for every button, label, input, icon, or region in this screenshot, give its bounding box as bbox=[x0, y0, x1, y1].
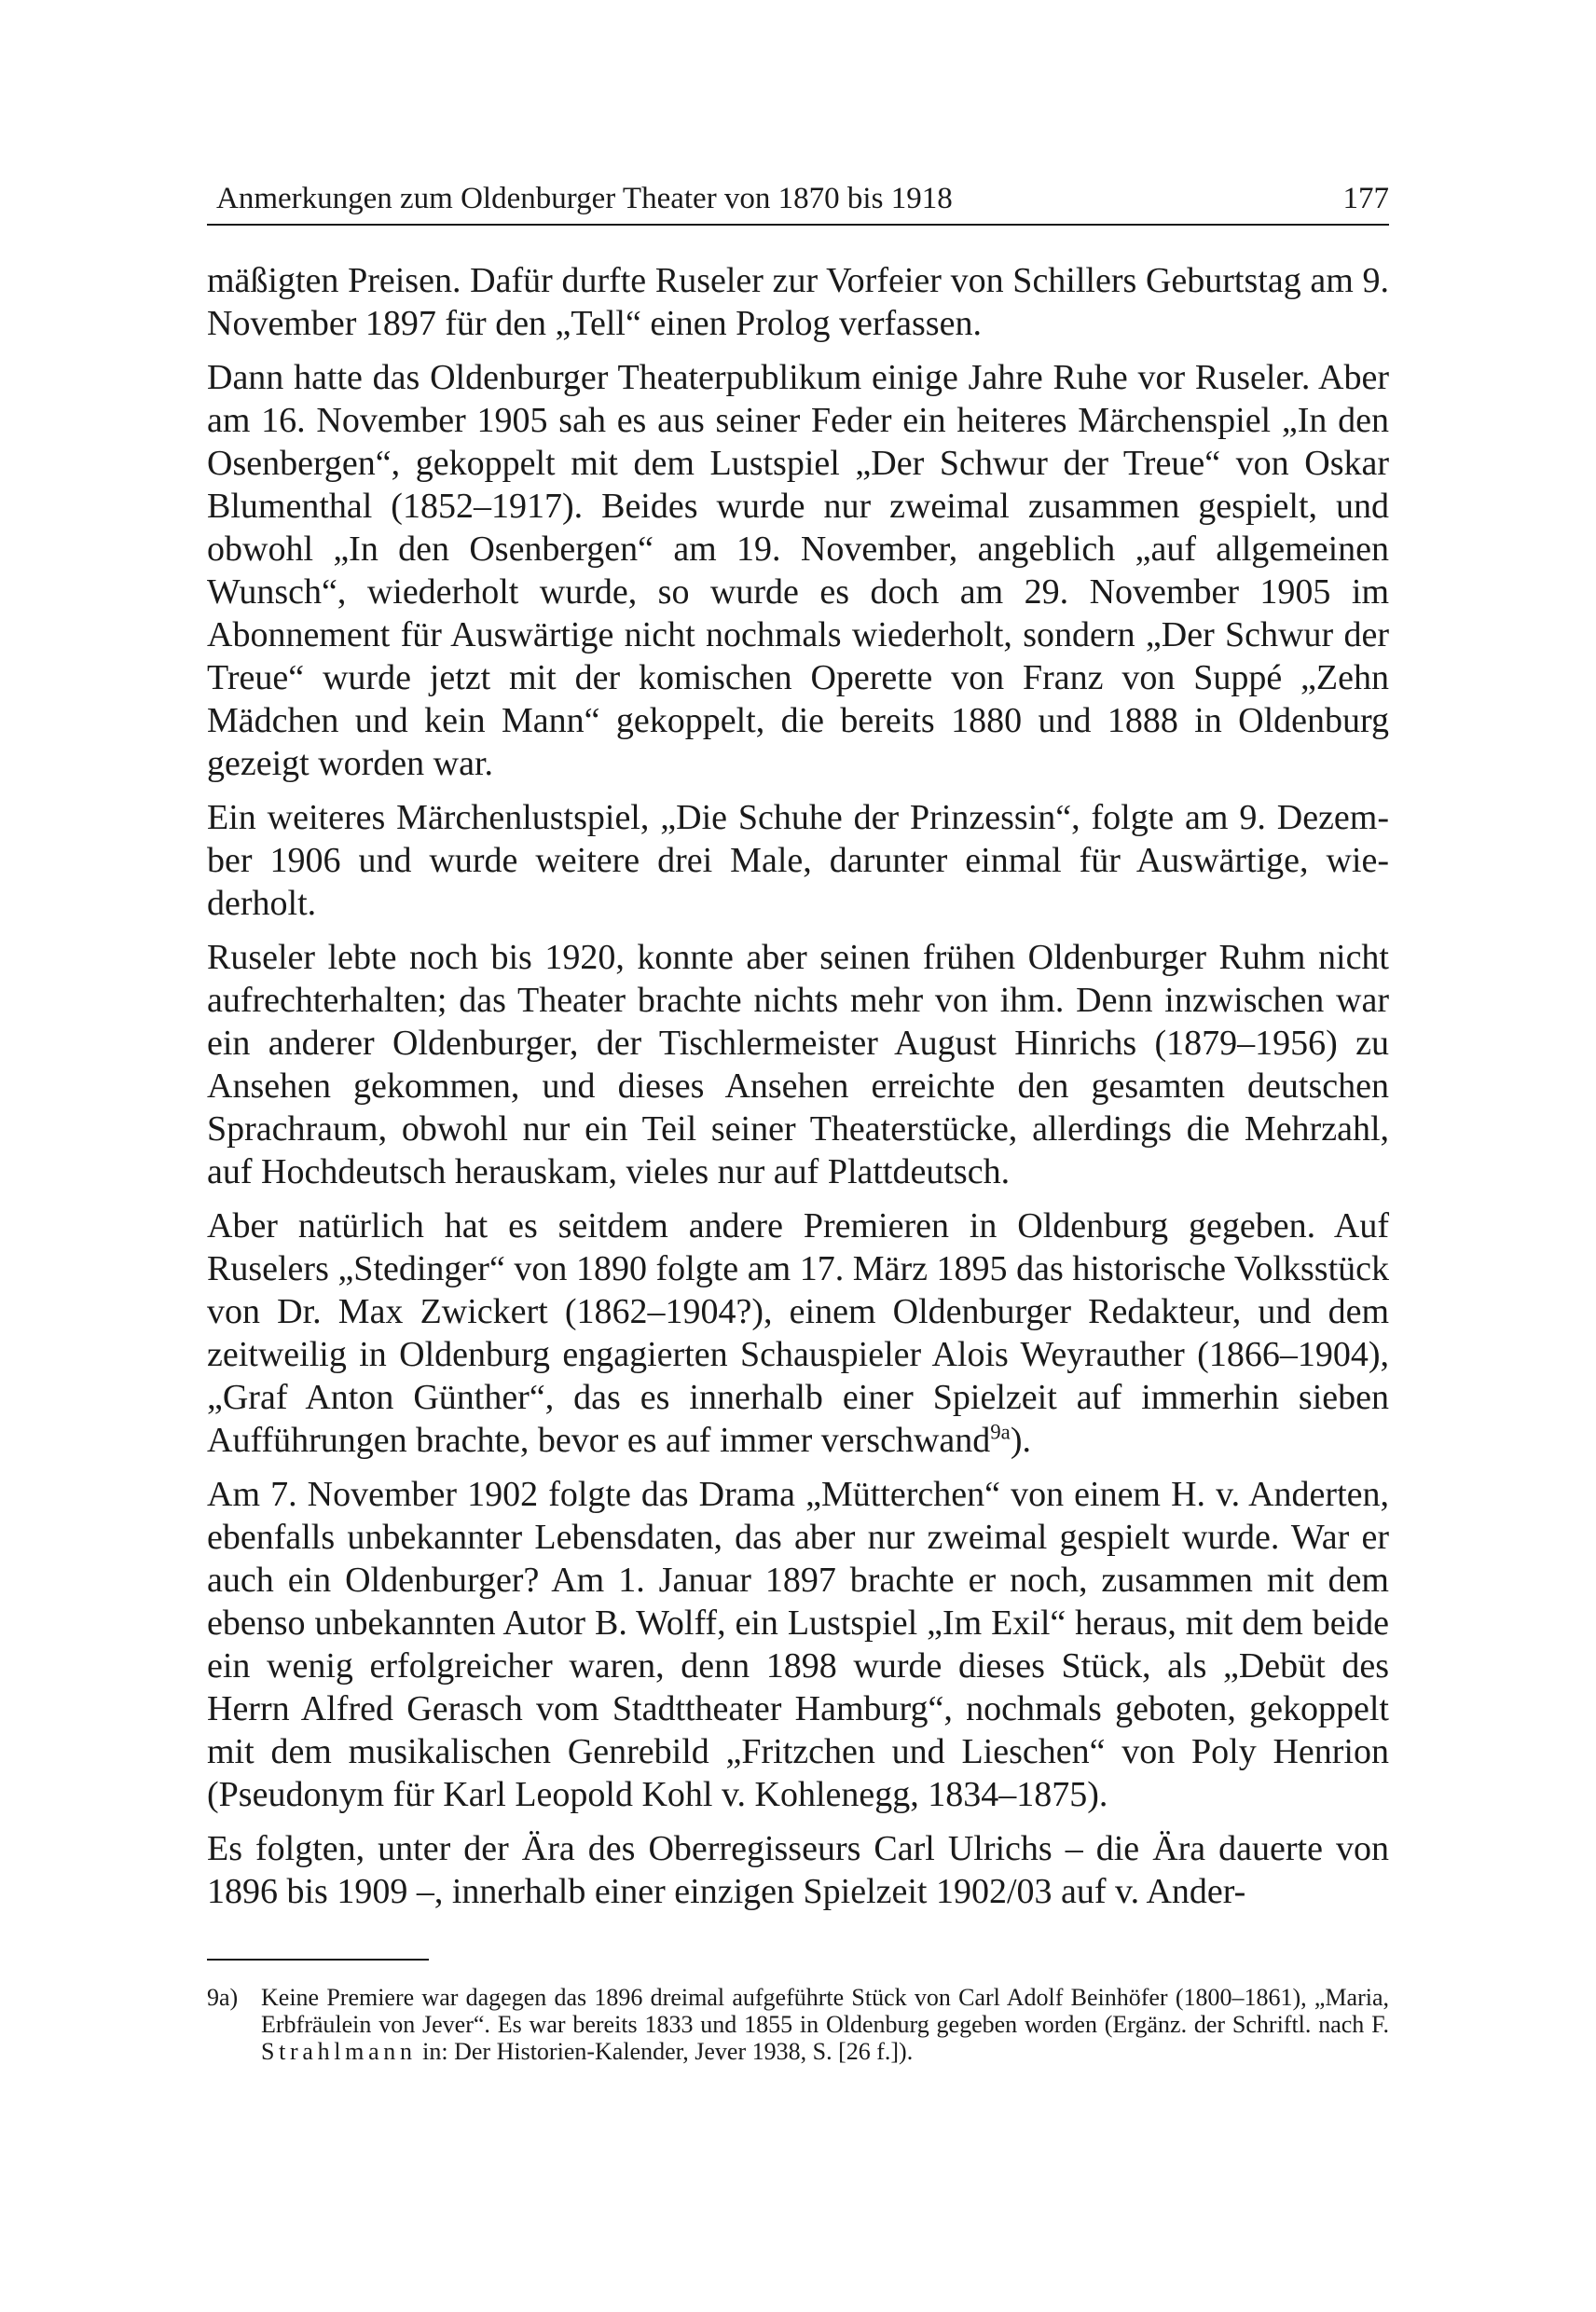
footnote-text-before: Keine Premiere war dagegen das 1896 dreimal aufgeführte Stück von Carl Adolf Beinhöfer (1800–1861), „Maria, Erbfräulein von Jever“. Es war bereits 1833 und 1855 in Oldenburg gegeben worden (Ergänz. der Schriftl. nach F. bbox=[261, 1984, 1389, 2038]
paragraph-5 bbox=[207, 1204, 1389, 1462]
footnote-marker: 9a) bbox=[207, 1984, 239, 2011]
page-number: 177 bbox=[1342, 182, 1389, 215]
running-head-title: Anmerkungen zum Oldenburger Theater von 1870 bis 1918 bbox=[216, 182, 953, 215]
footnote-9a bbox=[207, 1984, 1389, 2065]
paragraph-2: Dann hatte das Oldenburger Theaterpublikum einige Jahre Ruhe vor Ruseler. Aber am 16. November 1905 sah es aus seiner Feder ein heiteres Märchenspiel „In den Osenbergen“, gekoppelt mit dem Lustspiel „Der Schwur der Treue“ von Oskar Blumenthal (1852–1917). Beides wurde nur zweimal zusammen gespielt, und obwohl „In den Osenbergen“ am 19. November, angeblich „auf allgemeinen Wunsch“, wiederholt wurde, so wurde es doch am 29. November 1905 im Abonnement für Auswärtige nicht nochmals wiederholt, sondern „Der Schwur der Treue“ wurde jetzt mit der komischen Operette von Franz von Suppé „Zehn Mädchen und kein Mann“ gekoppelt, die bereits 1880 und 1888 in Oldenburg gezeigt worden war. bbox=[207, 358, 1389, 783]
footnote-rule bbox=[207, 1959, 429, 1961]
paragraph-1: mäßigten Preisen. Dafür durfte Ruseler zur Vorfeier von Schillers Geburtstag am 9. November 1897 für den „Tell“ einen Prolog verfassen. bbox=[207, 261, 1389, 343]
footnote-reference-close: ). bbox=[1010, 1421, 1031, 1460]
header-rule bbox=[207, 224, 1389, 226]
footnote-reference: 9a bbox=[990, 1420, 1011, 1444]
paragraph-4: Ruseler lebte noch bis 1920, konnte aber seinen frühen Oldenburger Ruhm nicht aufrechterhalten; das Theater brachte nichts mehr von ihm. Denn inzwischen war ein anderer Oldenburger, der Tischlermeister August Hinrichs (1879–1956) zu Ansehen gekommen, und dieses Ansehen erreichte den gesamten deutschen Sprachraum, obwohl nur ein Teil seiner Theaterstücke, allerdings die Mehrzahl, auf Hochdeutsch herauskam, vieles nur auf Plattdeutsch. bbox=[207, 938, 1389, 1191]
footnotes bbox=[207, 1984, 1389, 2065]
footnote-author: Strahlmann bbox=[261, 2038, 417, 2065]
document-page bbox=[207, 0, 1389, 2312]
paragraph-6: Am 7. November 1902 folgte das Drama „Mütterchen“ von einem H. v. Anderten, ebenfalls unbekannter Lebensdaten, das aber nur zweimal gespielt wurde. War er auch ein Oldenburger? Am 1. Januar 1897 brachte er noch, zusammen mit dem ebenso unbekannten Autor B. Wolff, ein Lustspiel „Im Exil“ heraus, mit dem beide ein wenig erfolgreicher waren, denn 1898 wurde dieses Stück, als „Debüt des Herrn Alfred Gerasch vom Stadttheater Hamburg“, nochmals geboten, gekoppelt mit dem musikalischen Genrebild „Fritzchen und Lieschen“ von Poly Henrion (Pseudonym für Karl Leopold Kohl v. Kohlenegg, 1834–1875). bbox=[207, 1475, 1389, 1814]
body-text bbox=[207, 259, 1389, 1924]
footnote-text-after: in: Der Historien-Kalender, Jever 1938, S. [26 f.]). bbox=[422, 2038, 914, 2065]
running-head bbox=[216, 175, 1389, 222]
paragraph-7: Es folgten, unter der Ära des Oberregisseurs Carl Ulrichs – die Ära dauerte von 1896 bis 1909 –, innerhalb einer einzigen Spielzeit 1902/03 auf v. Ander- bbox=[207, 1829, 1389, 1911]
paragraph-5-text: Aber natürlich hat es seitdem andere Premieren in Oldenburg gegeben. Auf Ruselers „Stedinger“ von 1890 folgte am 17. März 1895 das historische Volksstück von Dr. Max Zwickert (1862–1904?), einem Oldenburger Redakteur, und dem zeitweilig in Oldenburg engagierten Schauspieler Alois Weyrauther (1866–1904), „Graf Anton Günther“, das es innerhalb einer Spielzeit auf immerhin sieben Aufführungen brachte, bevor es auf immer verschwand bbox=[207, 1206, 1389, 1460]
paragraph-3: Ein weiteres Märchenlustspiel, „Die Schuhe der Prinzessin“, folgte am 9. Dezember 1906 und wurde weitere drei Male, darunter einmal für Auswärtige, wiederholt. bbox=[207, 798, 1389, 923]
